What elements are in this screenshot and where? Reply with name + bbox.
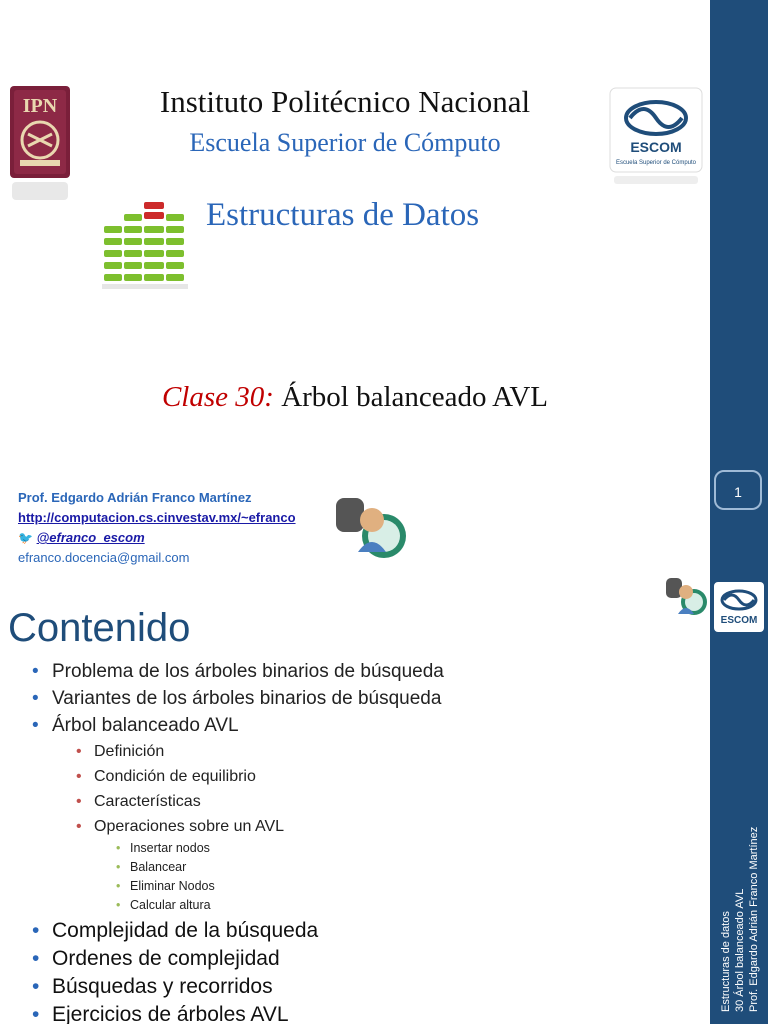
list-item: • Búsquedas y recorridos — [28, 973, 318, 1001]
subsublist-item: • Eliminar Nodos — [116, 877, 444, 896]
sublist-item: • Definición — [74, 739, 444, 764]
svg-text:ESCOM: ESCOM — [630, 139, 682, 155]
escom-logo — [608, 86, 704, 186]
website-link[interactable]: http://computacion.cs.cinvestav.mx/~efranco — [18, 510, 296, 525]
svg-text:Escuela Superior de Cómputo: Escuela Superior de Cómputo — [615, 160, 697, 166]
sublist-item — [74, 814, 444, 915]
slide-heading: Contenido — [8, 606, 191, 650]
slide-footer — [710, 692, 768, 1012]
list-item-label: Árbol balanceado AVL — [52, 715, 239, 736]
ipn-logo — [8, 84, 72, 204]
avatar-small — [664, 576, 708, 620]
subsublist-item: • Calcular altura — [116, 896, 444, 915]
footer-line-2: 30 Árbol balanceado AVL — [734, 888, 746, 1012]
list-item: • Ordenes de complejidad — [28, 945, 318, 973]
list-item — [28, 712, 444, 915]
email-address: efranco.docencia@gmail.com — [18, 550, 190, 565]
professor-name: Prof. Edgardo Adrián Franco Martínez — [18, 490, 252, 505]
list-item: • Complejidad de la búsqueda — [28, 917, 318, 945]
contents-list — [28, 658, 444, 915]
professor-info — [18, 488, 296, 568]
sublist-item: • Características — [74, 789, 444, 814]
institution-title: Instituto Politécnico Nacional — [159, 84, 531, 119]
data-blocks-icon — [102, 200, 194, 290]
twitter-handle[interactable]: @efranco_escom — [36, 530, 145, 545]
svg-text:ESCOM: ESCOM — [720, 615, 758, 626]
twitter-row — [18, 528, 296, 548]
subsublist-item: • Balancear — [116, 858, 444, 877]
class-topic: Árbol balanceado AVL — [281, 381, 549, 413]
subsublist-item: • Insertar nodos — [116, 839, 444, 858]
svg-text:IPN: IPN — [22, 95, 58, 117]
school-title: Escuela Superior de Cómputo — [189, 128, 501, 157]
class-number: Clase 30: — [161, 381, 274, 413]
twitter-icon: 🐦 — [18, 531, 33, 545]
contents-list-continued — [28, 917, 318, 1024]
escom-logo-small — [714, 582, 764, 632]
sublist-item: • Condición de equilibrio — [74, 764, 444, 789]
list-item: • Variantes de los árboles binarios de búsqueda — [28, 685, 444, 712]
avatar — [332, 492, 408, 568]
contents-slide — [0, 576, 768, 1024]
course-title: Estructuras de Datos — [206, 197, 480, 233]
footer-line-3: Prof. Edgardo Adrián Franco Martínez — [748, 826, 760, 1012]
subsublist — [94, 839, 444, 915]
list-item: • Problema de los árboles binarios de búsqueda — [28, 658, 444, 685]
class-title — [0, 381, 710, 414]
page-number: 1 — [714, 470, 762, 510]
list-item: • Ejercicios de árboles AVL — [28, 1001, 318, 1024]
footer-line-1: Estructuras de datos — [720, 911, 732, 1012]
sublist — [52, 739, 444, 915]
sublist-item-label: Operaciones sobre un AVL — [94, 818, 285, 835]
